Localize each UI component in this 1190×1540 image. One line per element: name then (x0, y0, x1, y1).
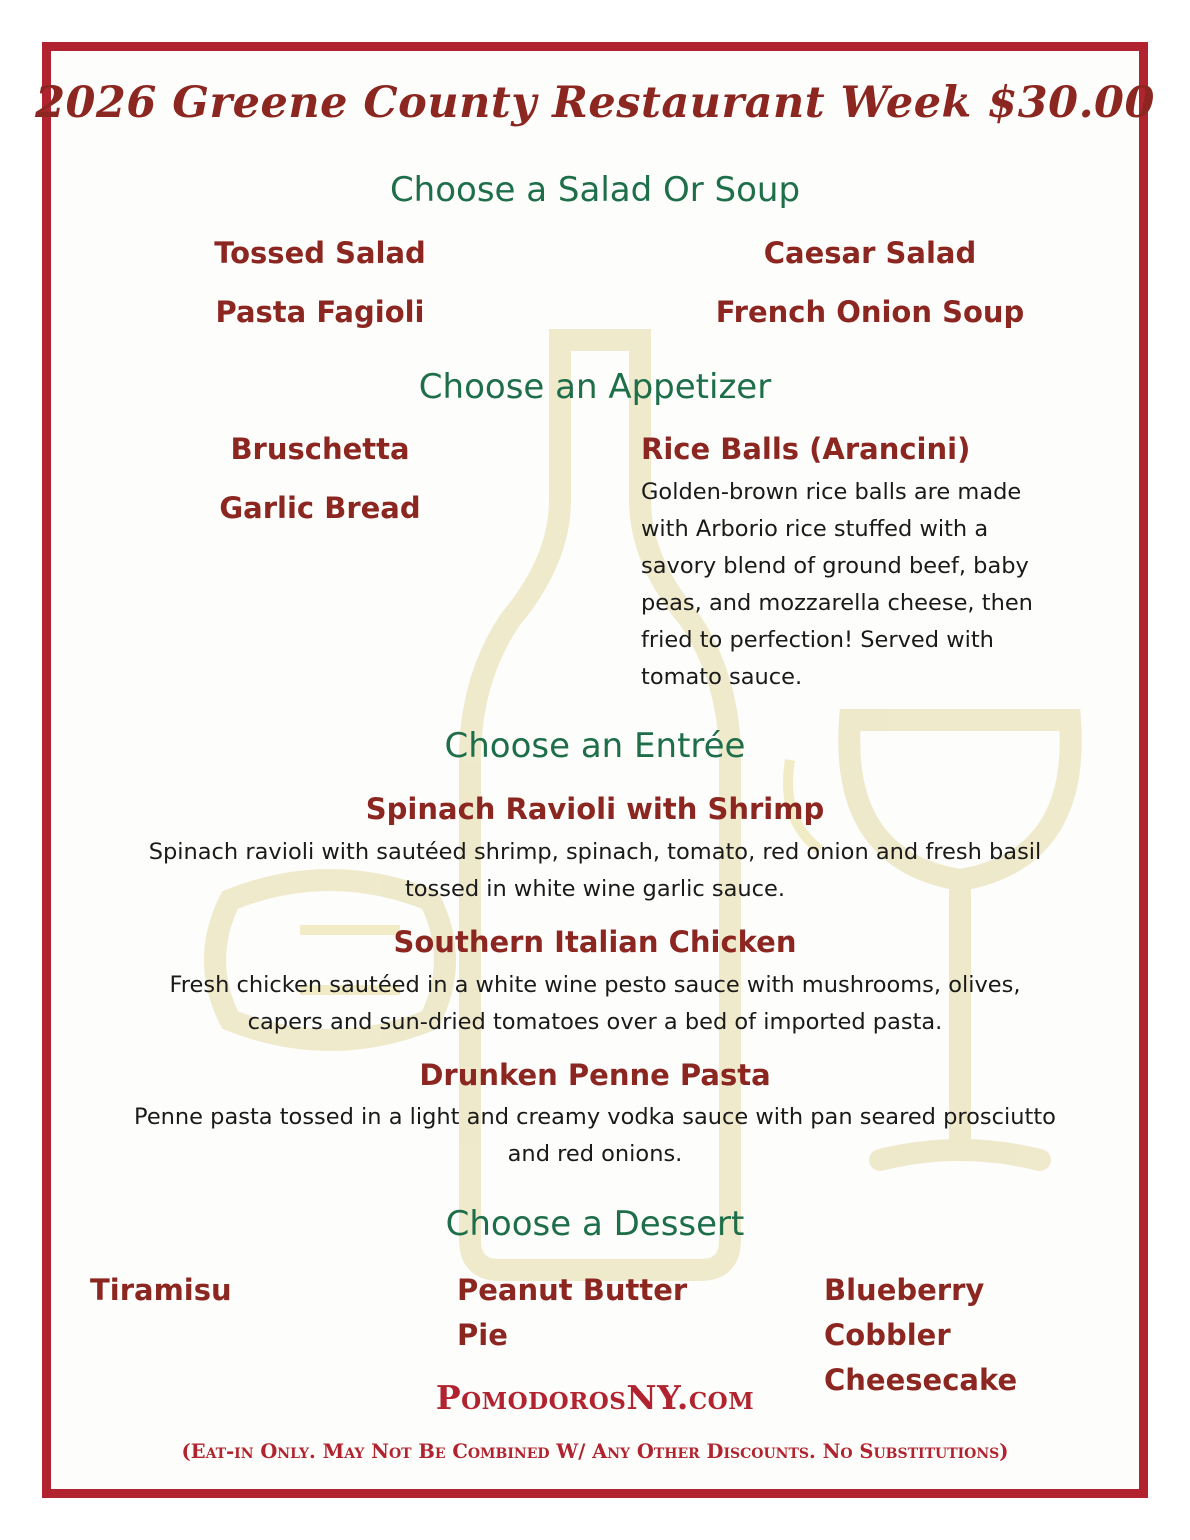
menu-item-description (0, 834, 1190, 908)
section-heading-appetizer: Choose an Appetizer (418, 367, 772, 407)
description-line: Penne pasta tossed in a light and creamy vodka sauce with pan seared prosciutto (134, 1104, 1056, 1130)
menu-item-description (641, 474, 1121, 696)
section-heading-entree: Choose an Entrée (444, 726, 746, 766)
dessert-line: Tiramisu (90, 1273, 232, 1307)
menu-item-tossed-salad: Tossed Salad (214, 236, 426, 270)
dessert-line: Peanut Butter (457, 1273, 688, 1307)
menu-item-southern-italian-chicken: Southern Italian Chicken (393, 925, 797, 959)
description-line: Spinach ravioli with sautéed shrimp, spinach, tomato, red onion and fresh basil (148, 839, 1042, 865)
dessert-line: Pie (457, 1318, 508, 1352)
dessert-line: Cobbler (824, 1318, 951, 1352)
description-line: Golden-brown rice balls are made (641, 479, 1022, 505)
dessert-line: Cheesecake (824, 1363, 1018, 1397)
menu-item-drunken-penne: Drunken Penne Pasta (419, 1058, 771, 1092)
menu-item-garlic-bread: Garlic Bread (219, 491, 421, 525)
description-line: tomato sauce. (641, 664, 803, 690)
disclaimer-text: (Eat-in Only. May Not Be Combined W/ Any Other Discounts. No Substitutions) (181, 1440, 1009, 1463)
description-line: fried to perfection! Served with (641, 627, 994, 653)
dessert-line: Blueberry (824, 1273, 985, 1307)
description-line: peas, and mozzarella cheese, then (641, 590, 1033, 616)
page-title: 2026 Greene County Restaurant Week $30.00 (35, 78, 1155, 128)
description-line: capers and sun-dried tomatoes over a bed of imported pasta. (247, 1009, 943, 1035)
menu-item-peanut-butter-pie (457, 1268, 787, 1358)
menu-item-rice-balls: Rice Balls (Arancini) (641, 432, 971, 466)
section-heading-salad-soup: Choose a Salad Or Soup (389, 170, 801, 210)
description-line: savory blend of ground beef, baby (641, 553, 1029, 579)
menu-item-description (0, 1099, 1190, 1173)
description-line: Fresh chicken sautéed in a white wine pesto sauce with mushrooms, olives, (169, 972, 1021, 998)
description-line: with Arborio rice stuffed with a (641, 516, 989, 542)
section-heading-dessert: Choose a Dessert (445, 1204, 745, 1244)
description-line: tossed in white wine garlic sauce. (404, 876, 786, 902)
description-line: and red onions. (507, 1141, 683, 1167)
menu-item-french-onion-soup: French Onion Soup (715, 295, 1025, 329)
menu-item-pasta-fagioli: Pasta Fagioli (215, 295, 425, 329)
menu-item-tiramisu (90, 1268, 420, 1313)
menu-item-bruschetta: Bruschetta (230, 432, 410, 466)
menu-item-description (0, 967, 1190, 1041)
website-link[interactable]: PomodorosNY.com (435, 1378, 755, 1417)
menu-item-caesar-salad: Caesar Salad (763, 236, 977, 270)
menu-item-spinach-ravioli: Spinach Ravioli with Shrimp (365, 792, 825, 826)
